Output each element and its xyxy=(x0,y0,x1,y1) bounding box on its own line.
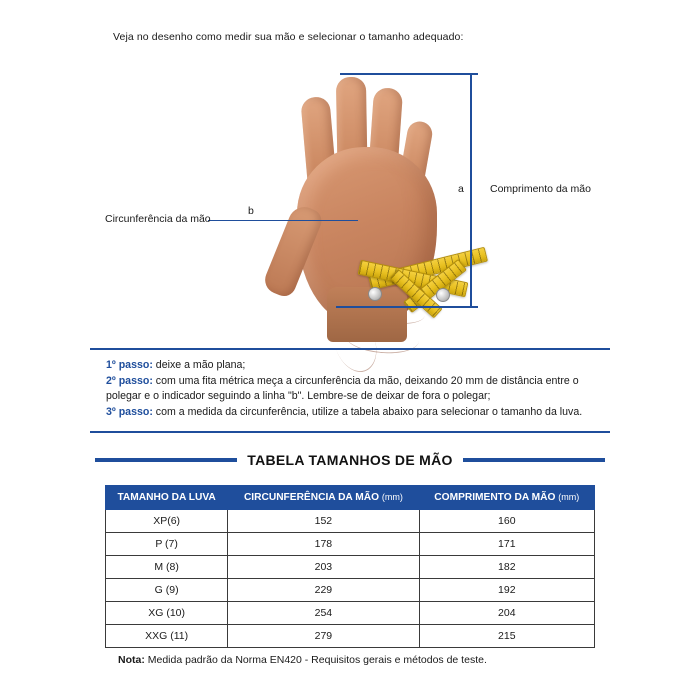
cell-length: 182 xyxy=(419,556,594,579)
length-tick-bottom xyxy=(464,306,478,308)
cell-length: 215 xyxy=(419,625,594,648)
cell-length: 192 xyxy=(419,579,594,602)
cell-size: XG (10) xyxy=(106,602,228,625)
table-note xyxy=(118,654,487,666)
table-title: TABELA TAMANHOS DE MÃO xyxy=(247,452,453,468)
column-header-circumference xyxy=(228,486,419,510)
step-3-label: 3º passo: xyxy=(106,405,153,418)
column-header-length xyxy=(419,486,594,510)
hand-length-label: Comprimento da mão xyxy=(490,183,591,195)
table-row xyxy=(106,510,595,533)
step-1-text: deixe a mão plana; xyxy=(152,359,246,371)
step-1-label: 1º passo: xyxy=(106,359,153,371)
step-3 xyxy=(106,405,600,421)
step-2 xyxy=(106,374,600,405)
label-b: b xyxy=(248,205,254,217)
hand-size-table xyxy=(105,485,595,648)
cell-circumference: 152 xyxy=(228,510,419,533)
measurement-steps xyxy=(90,348,610,433)
table-row xyxy=(106,625,595,648)
length-guide-bottom-line xyxy=(336,306,472,308)
table-row xyxy=(106,556,595,579)
column-header-size xyxy=(106,486,228,510)
cell-size: XP(6) xyxy=(106,510,228,533)
step-2-text: com uma fita métrica meça a circunferência da mão, deixando 20 mm de distância entre o polegar e o indicador seguindo a linha "b". Lembre-se de deixar de fora o polegar; xyxy=(106,374,579,402)
hand-circumference-label: Circunferência da mão xyxy=(105,213,211,225)
column-header-length-label: COMPRIMENTO DA MÃO xyxy=(434,492,556,503)
cell-length: 204 xyxy=(419,602,594,625)
note-label: Nota: xyxy=(118,654,145,666)
step-2-label: 2º passo: xyxy=(106,374,153,387)
tape-clip-icon xyxy=(436,288,450,302)
wrist xyxy=(327,287,407,342)
column-header-length-unit: (mm) xyxy=(558,492,580,502)
cell-circumference: 254 xyxy=(228,602,419,625)
cell-size: G (9) xyxy=(106,579,228,602)
cell-length: 171 xyxy=(419,533,594,556)
length-measure-line xyxy=(470,73,472,308)
table-row xyxy=(106,602,595,625)
cell-size: XXG (11) xyxy=(106,625,228,648)
table-row xyxy=(106,579,595,602)
column-header-size-label: TAMANHO DA LUVA xyxy=(117,492,216,503)
hand-photo xyxy=(275,55,460,340)
cell-size: M (8) xyxy=(106,556,228,579)
table-row xyxy=(106,533,595,556)
cell-circumference: 178 xyxy=(228,533,419,556)
cell-size: P (7) xyxy=(106,533,228,556)
length-guide-top-line xyxy=(340,73,472,75)
table-header-row xyxy=(106,486,595,510)
cell-circumference: 279 xyxy=(228,625,419,648)
note-text: Medida padrão da Norma EN420 - Requisitos gerais e métodos de teste. xyxy=(144,654,487,666)
step-3-text: com a medida da circunferência, utilize a tabela abaixo para selecionar o tamanho da luva. xyxy=(152,405,583,418)
circumference-leader-line xyxy=(208,220,358,221)
title-rule-right xyxy=(463,458,605,462)
hand-measurement-diagram xyxy=(100,55,600,335)
cell-length: 160 xyxy=(419,510,594,533)
intro-text: Veja no desenho como medir sua mão e selecionar o tamanho adequado: xyxy=(113,31,464,43)
tape-clip-icon xyxy=(368,287,382,301)
table-title-row xyxy=(95,452,605,468)
length-tick-top xyxy=(464,73,478,75)
column-header-circumference-unit: (mm) xyxy=(381,492,403,502)
title-rule-left xyxy=(95,458,237,462)
cell-circumference: 203 xyxy=(228,556,419,579)
column-header-circumference-label: CIRCUNFERÊNCIA DA MÃO xyxy=(243,492,380,503)
step-1 xyxy=(106,358,600,374)
label-a: a xyxy=(458,183,464,195)
cell-circumference: 229 xyxy=(228,579,419,602)
